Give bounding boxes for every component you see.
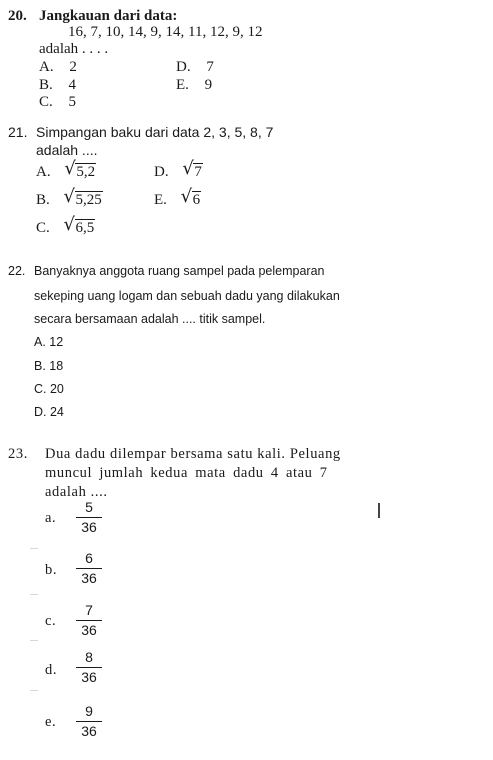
option-letter: D.	[34, 405, 47, 419]
denominator: 36	[81, 622, 97, 638]
q23-option-a-letter[interactable]: a.	[45, 510, 57, 526]
scan-mark	[30, 548, 38, 549]
q21-number: 21.	[8, 124, 28, 140]
q21-title: Simpangan baku dari data 2, 3, 5, 8, 7	[36, 124, 274, 140]
q23-option-c-letter[interactable]: c.	[45, 613, 57, 629]
q21-ask: adalah ....	[36, 142, 98, 158]
option-letter: C.	[34, 382, 47, 396]
sqrt-icon: √	[63, 186, 75, 207]
q21-option-a[interactable]	[36, 158, 96, 182]
fraction-bar	[76, 667, 102, 668]
q23-option-d-fraction[interactable]	[76, 649, 102, 686]
q23-option-b-letter[interactable]: b.	[45, 562, 58, 578]
option-value: 18	[49, 359, 64, 373]
option-letter: B.	[34, 359, 46, 373]
denominator: 36	[81, 519, 97, 535]
q20-option-e[interactable]	[176, 77, 212, 94]
q22-option-c[interactable]	[34, 382, 64, 396]
q20-number: 20.	[8, 8, 27, 24]
q21-option-e[interactable]	[154, 186, 201, 210]
fraction-bar	[76, 517, 102, 518]
fraction-bar	[76, 620, 102, 621]
option-letter: A.	[34, 335, 46, 349]
denominator: 36	[81, 723, 97, 739]
denominator: 36	[81, 669, 97, 685]
sqrt-icon: √	[63, 214, 75, 235]
option-letter: C.	[36, 220, 50, 236]
fraction-bar	[76, 721, 102, 722]
option-letter: C.	[39, 94, 53, 110]
option-value: 2	[69, 59, 77, 75]
q20-option-a[interactable]	[39, 59, 77, 76]
radicand: 6,5	[75, 220, 95, 236]
sqrt-expression	[64, 158, 96, 182]
numerator: 8	[85, 649, 93, 665]
q20-option-d[interactable]	[176, 59, 214, 76]
q20-data-line: 16, 7, 10, 14, 9, 14, 11, 12, 9, 12	[68, 24, 263, 40]
q21-option-c[interactable]	[36, 214, 95, 238]
scan-mark	[30, 594, 38, 595]
sqrt-expression	[63, 186, 103, 210]
q22-option-b[interactable]	[34, 359, 63, 373]
q23-line-3: adalah ....	[45, 484, 108, 500]
q21-option-d[interactable]	[154, 158, 203, 182]
q23-option-c-fraction[interactable]	[76, 602, 102, 639]
q23-line-2: muncul jumlah kedua mata dadu 4 atau 7	[45, 465, 328, 481]
q22-line-3: secara bersamaan adalah .... titik sampel.	[34, 312, 266, 326]
option-letter: B.	[39, 77, 53, 93]
sqrt-expression	[182, 158, 203, 182]
option-letter: E.	[176, 77, 189, 93]
q20-option-b[interactable]	[39, 77, 76, 94]
radicand: 6	[192, 192, 201, 208]
sqrt-icon: √	[180, 186, 193, 207]
option-letter: E.	[154, 192, 167, 208]
q21-option-b[interactable]	[36, 186, 103, 210]
option-value: 20	[49, 382, 64, 396]
q23-option-b-fraction[interactable]	[76, 550, 102, 587]
numerator: 5	[85, 499, 93, 515]
q22-line-2: sekeping uang logam dan sebuah dadu yang dilakukan	[34, 289, 340, 303]
radicand: 7	[194, 164, 202, 180]
sqrt-expression	[63, 214, 96, 238]
option-value: 12	[49, 335, 64, 349]
numerator: 7	[85, 602, 93, 618]
numerator: 6	[85, 550, 93, 566]
scan-mark	[30, 690, 38, 691]
q22-number: 22.	[8, 264, 26, 278]
fraction-bar	[76, 568, 102, 569]
scan-mark	[30, 640, 38, 641]
q23-option-d-letter[interactable]: d.	[45, 662, 58, 678]
sqrt-expression	[180, 186, 202, 210]
option-value: 24	[49, 405, 64, 419]
q20-title: Jangkauan dari data:	[39, 8, 178, 24]
sqrt-icon: √	[64, 158, 76, 179]
option-value: 7	[206, 59, 214, 75]
vertical-mark	[378, 503, 380, 518]
q23-number: 23.	[8, 446, 28, 462]
option-value: 9	[204, 77, 213, 93]
option-letter: B.	[36, 192, 50, 208]
q20-option-c[interactable]	[39, 94, 76, 111]
sqrt-icon: √	[182, 158, 194, 179]
q22-option-d[interactable]	[34, 405, 64, 419]
option-letter: A.	[39, 59, 54, 75]
q22-line-1: Banyaknya anggota ruang sampel pada pelemparan	[34, 264, 325, 278]
radicand: 5,25	[75, 192, 102, 208]
q23-option-e-letter[interactable]: e.	[45, 714, 57, 730]
q23-line-1: Dua dadu dilempar bersama satu kali. Peluang	[45, 446, 341, 462]
option-letter: D.	[154, 164, 169, 180]
denominator: 36	[81, 570, 97, 586]
q22-option-a[interactable]	[34, 335, 63, 349]
option-letter: A.	[36, 164, 51, 180]
option-letter: D.	[176, 59, 191, 75]
q23-option-a-fraction[interactable]	[76, 499, 102, 536]
option-value: 5	[68, 94, 77, 110]
q20-ask: adalah . . . .	[39, 41, 109, 57]
radicand: 5,2	[76, 164, 96, 180]
option-value: 4	[68, 77, 77, 93]
q23-option-e-fraction[interactable]	[76, 703, 102, 740]
numerator: 9	[85, 703, 93, 719]
